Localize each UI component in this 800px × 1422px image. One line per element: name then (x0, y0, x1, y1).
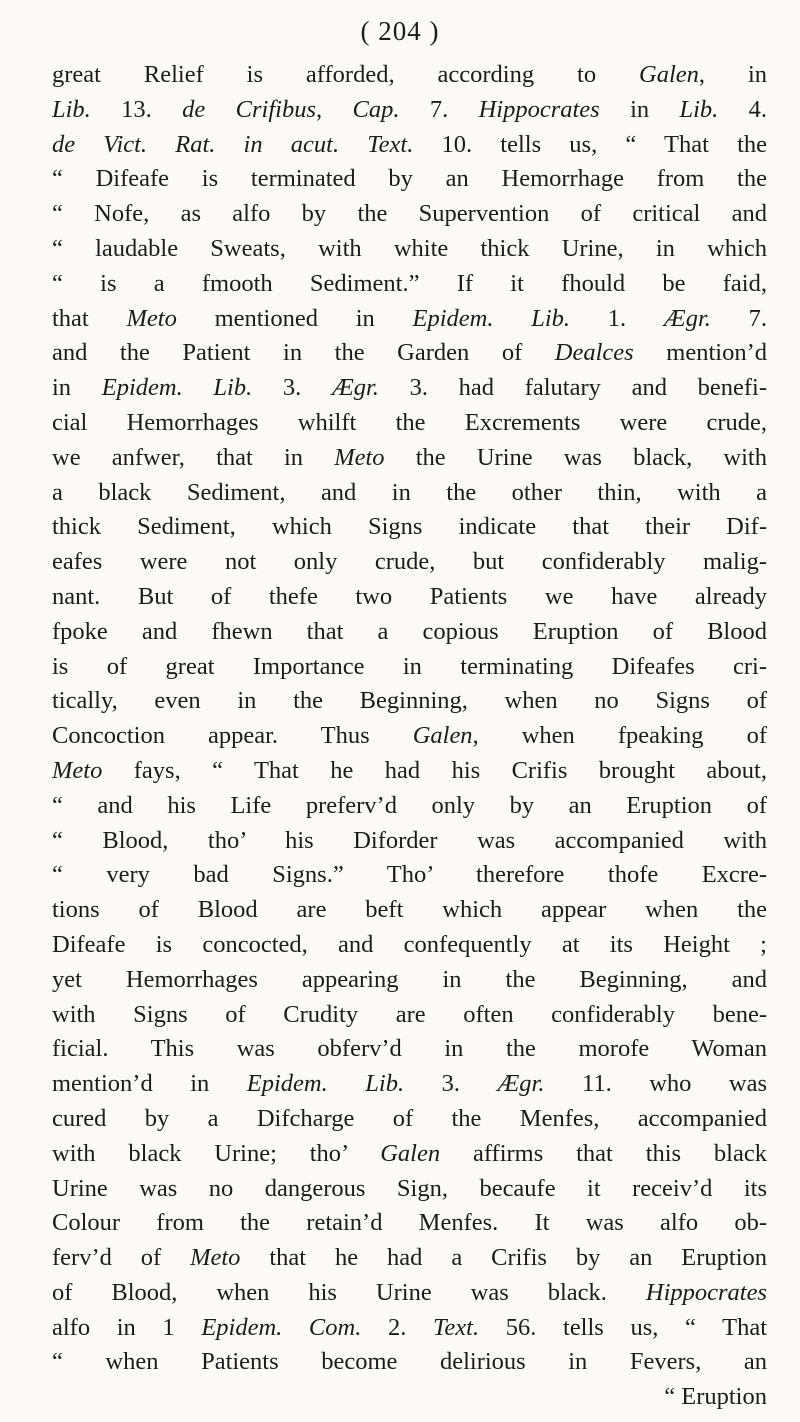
italic-text-segment: Meto (126, 304, 177, 332)
text-segment: mention’d (633, 339, 767, 367)
text-line (52, 963, 767, 998)
text-line (52, 441, 767, 476)
text-line (52, 684, 767, 719)
text-line (52, 789, 767, 824)
text-line (52, 302, 767, 337)
text-segment: cured by a Difcharge of the Menfes, accompanied (52, 1104, 767, 1132)
text-line (52, 1032, 767, 1067)
text-line (52, 1067, 767, 1102)
text-segment: 4. (718, 95, 768, 123)
text-segment: fpoke and fhewn that a copious Eruption of Blood (52, 617, 767, 645)
text-line (52, 1137, 767, 1172)
text-segment: 10. tells us, “ That the (413, 130, 767, 158)
text-segment: Concoction appear. Thus (52, 722, 413, 750)
text-line (52, 371, 767, 406)
italic-text-segment: Lib. (52, 95, 91, 123)
text-segment: 2. (361, 1313, 434, 1341)
text-line (52, 1102, 767, 1137)
text-line (52, 162, 767, 197)
text-segment: thick Sediment, which Signs indicate that their Dif- (52, 513, 767, 541)
text-segment: tically, even in the Beginning, when no Signs of (52, 687, 767, 715)
text-segment: , when fpeaking of (472, 722, 767, 750)
text-segment: that he had a Crifis by an Eruption (240, 1244, 768, 1272)
text-line (52, 1276, 767, 1311)
text-segment: and the Patient in the Garden of (52, 339, 555, 367)
text-segment: 1. (570, 304, 664, 332)
text-line (52, 893, 767, 928)
text-line (52, 754, 767, 789)
text-line (52, 928, 767, 963)
italic-text-segment: Epidem. Lib. (246, 1070, 405, 1098)
italic-text-segment: Cap. (352, 95, 400, 123)
body-text (52, 58, 767, 1415)
text-segment: 56. tells us, “ That (479, 1313, 768, 1341)
text-segment: we anfwer, that in (52, 443, 335, 471)
text-segment: that (52, 304, 127, 332)
text-line (52, 1241, 767, 1276)
text-segment: 3. (252, 374, 332, 402)
italic-text-segment: Meto (52, 756, 103, 784)
italic-text-segment: Ægr. (663, 304, 711, 332)
italic-text-segment: Epidem. Lib. (412, 304, 571, 332)
text-segment: 13. (90, 95, 183, 123)
text-line (52, 650, 767, 685)
italic-text-segment: Epidem. Com. (201, 1313, 362, 1341)
text-segment: ficial. This was obferv’d in the morofe Woman (52, 1035, 767, 1063)
text-segment: the Urine was black, with (384, 443, 767, 471)
text-segment: with Signs of Crudity are often confiderably bene- (52, 1000, 767, 1028)
text-segment: is of great Importance in terminating Difeafes cri- (52, 652, 767, 680)
text-line (52, 93, 767, 128)
text-segment: mention’d in (52, 1070, 247, 1098)
page-number-header: ( 204 ) (360, 16, 440, 46)
text-line (52, 476, 767, 511)
text-line (52, 1172, 767, 1207)
text-line (52, 719, 767, 754)
text-segment: “ is a fmooth Sediment.” If it fhould be faid, (52, 269, 767, 297)
text-line (52, 128, 767, 163)
text-line (52, 267, 767, 302)
text-segment: tions of Blood are beft which appear when the (52, 896, 767, 924)
text-segment: , (316, 95, 353, 123)
text-segment: eafes were not only crude, but confiderably malig- (52, 548, 767, 576)
text-segment: ferv’d of (52, 1244, 191, 1272)
italic-text-segment: Hippocrates (478, 95, 600, 123)
text-line (52, 406, 767, 441)
text-segment: of Blood, when his Urine was black. (52, 1278, 646, 1306)
text-segment: mentioned in (176, 304, 413, 332)
text-line (52, 615, 767, 650)
text-segment: “ Difeafe is terminated by an Hemorrhage from the (52, 165, 767, 193)
italic-text-segment: Lib. (679, 95, 719, 123)
text-segment: 11. who was (544, 1070, 768, 1098)
italic-text-segment: Meto (190, 1244, 241, 1272)
italic-text-segment: Galen (380, 1139, 441, 1167)
text-segment: in (52, 374, 102, 402)
text-segment: “ very bad Signs.” Tho’ therefore thofe Excre- (52, 861, 767, 889)
text-segment: 3. (404, 1070, 498, 1098)
italic-text-segment: Galen (639, 61, 699, 88)
text-segment: nant. But of thefe two Patients we have already (52, 582, 767, 610)
text-segment: in (599, 95, 680, 123)
text-segment: alfo in 1 (52, 1313, 202, 1341)
text-segment: great Relief is afforded, according to (52, 61, 640, 88)
text-line (52, 1206, 767, 1241)
italic-text-segment: de Vict. Rat. in acut. Text. (52, 130, 414, 158)
text-segment: fays, “ That he had his Crifis brought about, (102, 756, 767, 784)
text-segment: “ when Patients become delirious in Fevers, an (52, 1348, 767, 1376)
text-line (52, 545, 767, 580)
text-segment: yet Hemorrhages appearing in the Beginning, and (52, 965, 767, 993)
text-segment: with black Urine; tho’ (52, 1139, 381, 1167)
italic-text-segment: Dealces (554, 339, 634, 367)
text-segment: Difeafe is concocted, and confequently at its Height ; (52, 930, 767, 958)
text-segment: “ Eruption (664, 1383, 767, 1411)
text-line (52, 336, 767, 371)
italic-text-segment: Galen (412, 722, 473, 750)
text-line (52, 232, 767, 267)
text-segment: 7. (399, 95, 479, 123)
text-line (52, 580, 767, 615)
text-segment: “ Blood, tho’ his Diforder was accompanied with (52, 826, 767, 854)
italic-text-segment: Ægr. (331, 374, 379, 402)
text-segment: “ and his Life preferv’d only by an Eruption of (52, 791, 767, 819)
text-segment: 7. (710, 304, 768, 332)
text-line (52, 510, 767, 545)
text-line (52, 998, 767, 1033)
italic-text-segment: Text. (433, 1313, 480, 1341)
text-segment: Urine was no dangerous Sign, becaufe it receiv’d its (52, 1174, 767, 1202)
text-segment: “ laudable Sweats, with white thick Urine, in which (52, 234, 767, 262)
italic-text-segment: Ægr. (497, 1070, 545, 1098)
text-segment: a black Sediment, and in the other thin, with a (52, 478, 767, 506)
text-line (52, 858, 767, 893)
text-segment: , in (698, 61, 767, 88)
italic-text-segment: Meto (334, 443, 385, 471)
text-segment: cial Hemorrhages whilft the Excrements were crude, (52, 408, 767, 436)
text-line (52, 1345, 767, 1380)
text-line (52, 1380, 767, 1415)
text-line (52, 58, 767, 93)
text-segment: 3. had falutary and benefi- (378, 374, 767, 402)
text-segment: Colour from the retain’d Menfes. It was alfo ob- (52, 1209, 767, 1237)
text-line (52, 824, 767, 859)
text-segment: affirms that this black (440, 1139, 767, 1167)
italic-text-segment: Hippocrates (645, 1278, 767, 1306)
text-segment: “ Nofe, as alfo by the Supervention of critical and (52, 200, 767, 228)
italic-text-segment: Epidem. Lib. (101, 374, 253, 402)
text-line (52, 197, 767, 232)
text-line (52, 1311, 767, 1346)
italic-text-segment: de Crifibus (182, 95, 316, 123)
